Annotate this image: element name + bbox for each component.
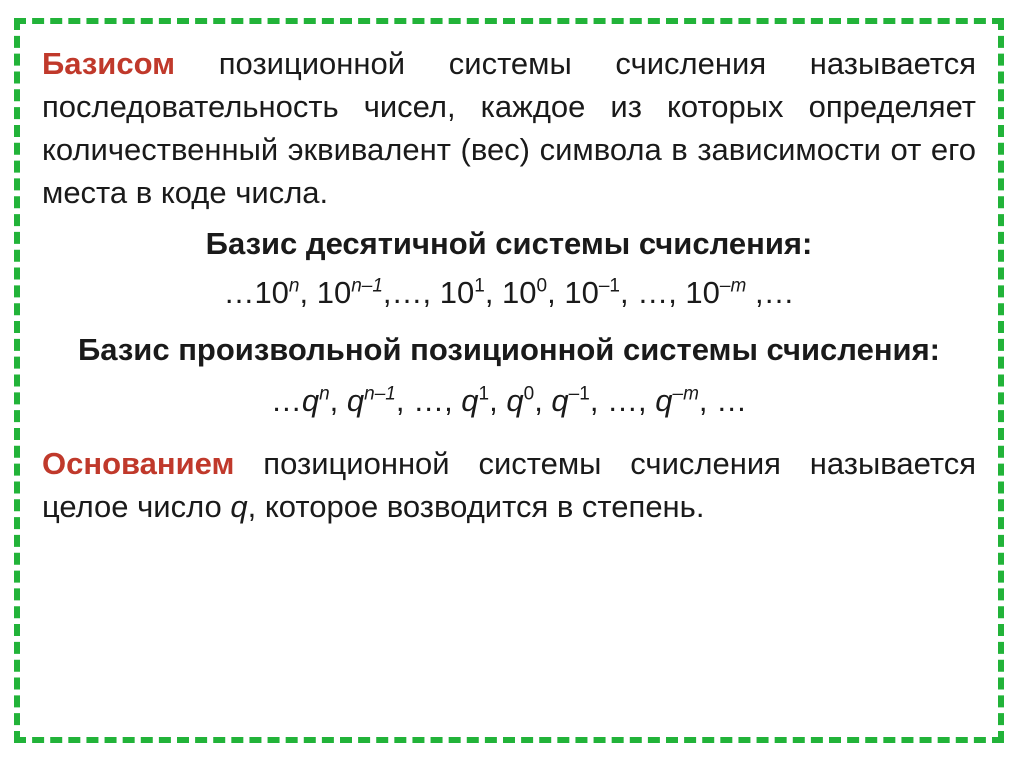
formula-base: q	[301, 383, 320, 418]
formula-text: , 10	[484, 275, 537, 310]
definition-radix	[42, 442, 976, 528]
formula-base: q	[655, 383, 673, 418]
formula-exponent: –1	[568, 383, 590, 405]
definition-radix-text-end: , которое возводится в степень.	[247, 489, 705, 524]
formula-arbitrary-basis	[42, 379, 976, 422]
formula-base: q	[346, 383, 365, 418]
formula-exponent: –1	[598, 275, 620, 297]
formula-exponent: n	[319, 383, 330, 405]
heading-arbitrary-basis: Базис произвольной позиционной системы счисления:	[77, 332, 941, 367]
formula-decimal-basis	[42, 271, 976, 314]
slide-content	[42, 42, 976, 528]
definition-basis	[42, 42, 976, 214]
formula-text: , 10	[299, 275, 352, 310]
formula-text: ,…, 10	[382, 275, 475, 310]
formula-exponent: 0	[523, 383, 535, 405]
formula-exponent: n–1	[364, 383, 396, 405]
formula-exponent: 1	[478, 383, 490, 405]
formula-exponent: –m	[672, 383, 699, 405]
formula-exponent: –m	[719, 275, 747, 297]
term-basis: Базисом	[42, 46, 176, 81]
formula-base: q	[461, 383, 479, 418]
formula-text: ,…	[746, 275, 795, 310]
formula-exponent: n–1	[351, 275, 383, 297]
heading-decimal-basis: Базис десятичной системы счисления:	[205, 226, 813, 261]
term-radix: Основанием	[42, 446, 235, 481]
variable-q: q	[230, 489, 248, 524]
formula-text: ,	[489, 383, 507, 418]
formula-text: …10	[223, 275, 289, 310]
formula-exponent: 1	[474, 275, 485, 297]
formula-exponent: 0	[536, 275, 548, 297]
formula-text: ,	[534, 383, 552, 418]
definition-radix-text: позиционной системы счисления называется целое число	[42, 446, 976, 524]
formula-text: ,	[329, 383, 347, 418]
formula-text: , …,	[395, 383, 462, 418]
formula-text: …	[270, 383, 302, 418]
formula-base: q	[551, 383, 569, 418]
formula-text: , …, 10	[619, 275, 720, 310]
formula-text: , …	[698, 383, 748, 418]
definition-basis-text: позиционной системы счисления называется последовательность чисел, каждое из которых определяет количественный эквивалент (вес) символа в зависимости от его места в коде числа.	[42, 46, 976, 210]
formula-base: q	[506, 383, 524, 418]
formula-text: , 10	[547, 275, 599, 310]
formula-text: , …,	[589, 383, 656, 418]
formula-exponent: n	[288, 275, 300, 297]
